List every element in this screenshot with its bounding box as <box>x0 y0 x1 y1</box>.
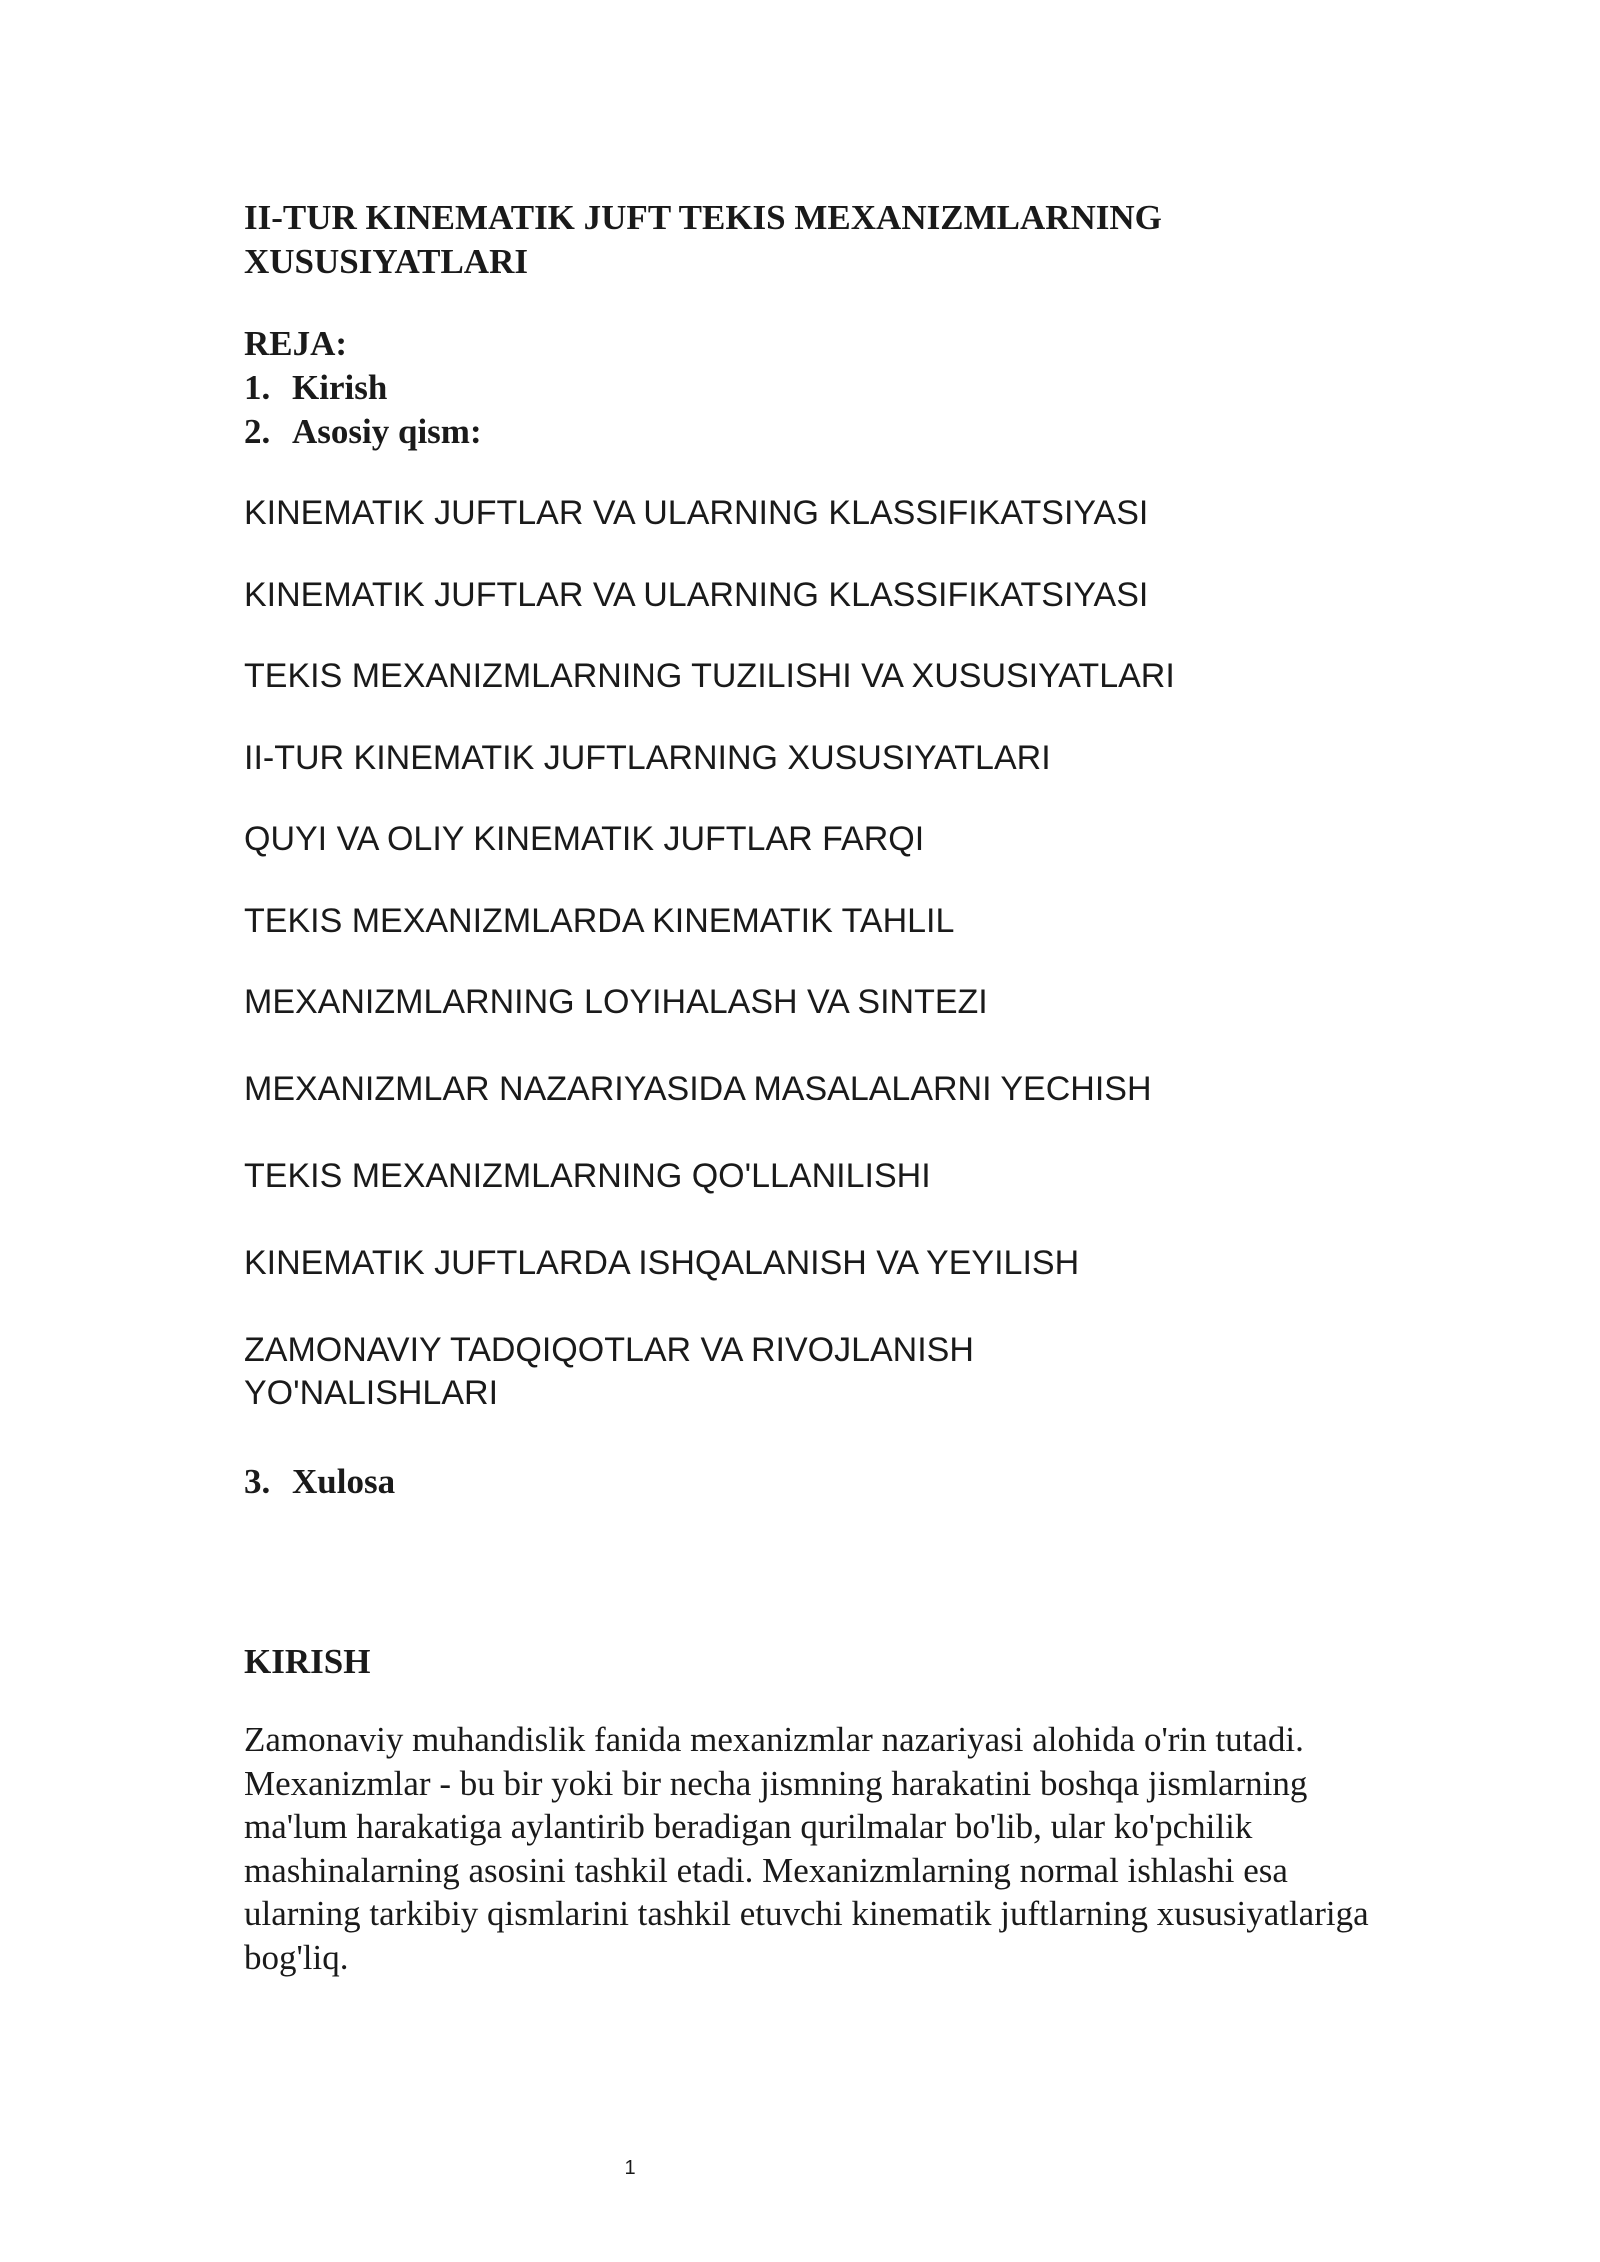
document-page <box>244 0 1384 2262</box>
document-title: II-TUR KINEMATIK JUFT TEKIS MEXANIZMLARNING XUSUSIYATLARI <box>244 198 1162 281</box>
toc-item: KINEMATIK JUFTLAR VA ULARNING KLASSIFIKATSIYASI <box>244 494 1149 532</box>
plan-item-kirish <box>244 366 387 410</box>
toc-item: MEXANIZMLAR NAZARIYASIDA MASALALARNI YECHISH <box>244 1070 1152 1108</box>
plan-item-asosiy-qism <box>244 410 482 454</box>
plan-item-label: Asosiy qism: <box>292 412 482 451</box>
toc-item: QUYI VA OLIY KINEMATIK JUFTLAR FARQI <box>244 820 925 858</box>
plan-item-number: 1. <box>244 368 271 407</box>
toc-item: KINEMATIK JUFTLARDA ISHQALANISH VA YEYILISH <box>244 1244 1080 1282</box>
toc-item: ZAMONAVIY TADQIQOTLAR VA RIVOJLANISH YO'NALISHLARI <box>244 1331 974 1412</box>
page-number: 1 <box>624 2157 636 2179</box>
toc-item: TEKIS MEXANIZMLARDA KINEMATIK TAHLIL <box>244 902 955 940</box>
intro-heading: KIRISH <box>244 1642 371 1681</box>
toc-item: TEKIS MEXANIZMLARNING QO'LLANILISHI <box>244 1157 931 1195</box>
plan-item-number: 2. <box>244 412 271 451</box>
plan-item-xulosa <box>244 1460 395 1504</box>
toc-item: TEKIS MEXANIZMLARNING TUZILISHI VA XUSUSIYATLARI <box>244 657 1175 695</box>
plan-item-label: Kirish <box>292 368 388 407</box>
toc-item: KINEMATIK JUFTLAR VA ULARNING KLASSIFIKATSIYASI <box>244 576 1149 614</box>
toc-item: II-TUR KINEMATIK JUFTLARNING XUSUSIYATLARI <box>244 739 1051 777</box>
plan-item-number: 3. <box>244 1462 271 1501</box>
toc-item: MEXANIZMLARNING LOYIHALASH VA SINTEZI <box>244 983 988 1021</box>
plan-label: REJA: <box>244 324 348 363</box>
intro-paragraph: Zamonaviy muhandislik fanida mexanizmlar nazariyasi alohida o'rin tutadi. Mexanizmlar - bu bir yoki bir necha jismning harakatini boshqa jismlarning ma'lum harakatiga aylantirib beradigan qurilmalar bo'lib, ular ko'pchilik mashinalarning asosini tashkil etadi. Mexanizmlarning normal ishlashi esa ularning tarkibiy qismlarini tashkil etuvchi kinematik juftlarning xususiyatlariga bog'liq. <box>244 1720 1369 1977</box>
plan-item-label: Xulosa <box>292 1462 396 1501</box>
